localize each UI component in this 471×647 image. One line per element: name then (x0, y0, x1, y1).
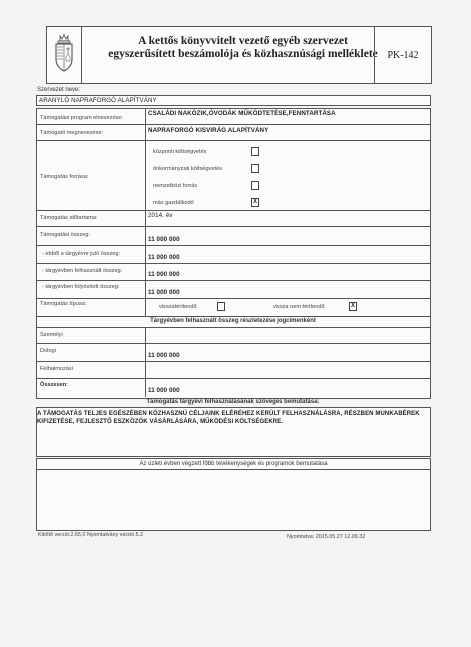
source-international-checkbox[interactable] (251, 181, 259, 190)
source-central-checkbox[interactable] (251, 147, 259, 156)
row-divider (36, 378, 430, 379)
used-value[interactable]: 11 000 000 (148, 271, 180, 278)
org-name-value: ARANYLÓ NAPRAFORGÓ ALAPÍTVÁNY (39, 97, 157, 104)
type-label: Támogatás típusa: (40, 301, 87, 307)
org-name-field[interactable] (36, 95, 431, 106)
type-nonrefundable-checkbox[interactable]: X (350, 303, 355, 309)
type-refundable-label: visszatérítendő (159, 304, 197, 310)
row-divider (36, 140, 430, 141)
supporter-label: Támogató megnevezése: (40, 130, 104, 136)
source-municipal-checkbox[interactable] (251, 164, 259, 173)
source-label: Támogatás forrása: (40, 174, 89, 180)
used-label: - tárgyévben felhasznált összeg: (42, 268, 123, 274)
row-divider (36, 226, 430, 227)
usage-text: A TÁMOGATÁS TELJES EGÉSZÉBEN KÖZHASZNÚ CÉLJAINK ELÉRÉHEZ KERÜLT FELHASZNÁLÁSRA, RÉSZBEN MUNKABÉREK KIFIZETÉSE, FEJLESZTŐ ESZKÖZÖK VÁSÁRLÁSÁRA, MŰKÖDÉSI KÖLTSÉGEKRE. (37, 411, 420, 425)
program-value[interactable]: CSALÁDI NAKÓZIK,ÓVODÁK MŰKÖDTETÉSE,FENNTARTÁSA (148, 110, 336, 117)
total-label: Összesen: (40, 382, 68, 388)
row-divider (36, 263, 430, 264)
usage-textarea[interactable] (36, 407, 431, 457)
org-name-label: Szervezet neve: (37, 87, 81, 93)
row-divider (36, 316, 430, 317)
row-divider (36, 124, 430, 125)
year-share-label: - ebből a tárgyévre jutó összeg: (42, 251, 121, 257)
program-label: Támogatási program elnevezése: (40, 115, 124, 121)
form-title-line2: egyszerűsített beszámolója és közhasznúsági melléklete (108, 48, 378, 60)
type-refundable-checkbox[interactable] (217, 302, 225, 311)
header-divider (81, 27, 82, 83)
row-divider (36, 343, 430, 344)
breakdown-table (36, 327, 431, 399)
row-divider (36, 280, 430, 281)
paid-label: - tárgyévben folyósított összeg: (42, 284, 120, 290)
amount-label: Támogatási összeg: (40, 232, 91, 238)
coat-of-arms-icon (53, 33, 75, 75)
material-label: Dologi (40, 348, 56, 354)
usage-title: Támogatás tárgyévi felhasználásának szöveges bemutatása: (146, 399, 320, 405)
personnel-label: Személyi (40, 332, 63, 338)
year-share-value[interactable]: 11 000 000 (148, 254, 180, 261)
row-divider (36, 361, 430, 362)
source-municipal-label: önkormányzati költségvetés (153, 166, 223, 172)
amount-value[interactable]: 11 000 000 (148, 236, 180, 243)
source-international-label: nemzetközi forrás (153, 183, 198, 189)
accumulation-label: Felhalmozási (40, 366, 73, 372)
source-central-label: központi költségvetés (153, 149, 207, 155)
duration-value[interactable]: 2014. év (148, 212, 173, 219)
activities-textarea[interactable] (36, 458, 431, 531)
breakdown-col-divider (145, 327, 146, 397)
source-business-label: más gazdálkodó (153, 200, 194, 206)
form-title (85, 35, 401, 61)
source-business-checkbox[interactable]: X (252, 199, 257, 205)
footer-version: Kitöltő verzió:2.65,0 Nyomtatvány verzió:5.2 (38, 532, 144, 538)
form-header (46, 26, 432, 84)
total-value[interactable]: 11 000 000 (148, 387, 180, 394)
activities-title: Az üzleti évben végzett főbb tevékenységek és programok bemutatása (139, 461, 328, 467)
footer-printed: Nyomtatva: 2015.05.27 12.09.32 (287, 534, 366, 540)
paid-value[interactable]: 11 000 000 (148, 289, 180, 296)
supporter-value[interactable]: NAPRAFORGÓ KISVIRÁG ALAPÍTVÁNY (148, 127, 269, 134)
type-nonrefundable-label: vissza nem térítendő (273, 304, 325, 310)
row-divider (36, 245, 430, 246)
form-title-line1: A kettős könyvvitelt vezető egyéb szervezet (138, 35, 348, 47)
row-divider (36, 298, 430, 299)
duration-label: Támogatás időtartama: (40, 215, 98, 221)
form-code: PK-142 (374, 27, 431, 83)
row-divider (36, 210, 430, 211)
breakdown-title: Tárgyévben felhasznált összeg részletezése jogcímenként (150, 318, 316, 324)
row-divider (37, 469, 430, 470)
material-value[interactable]: 11 000 000 (148, 352, 180, 359)
